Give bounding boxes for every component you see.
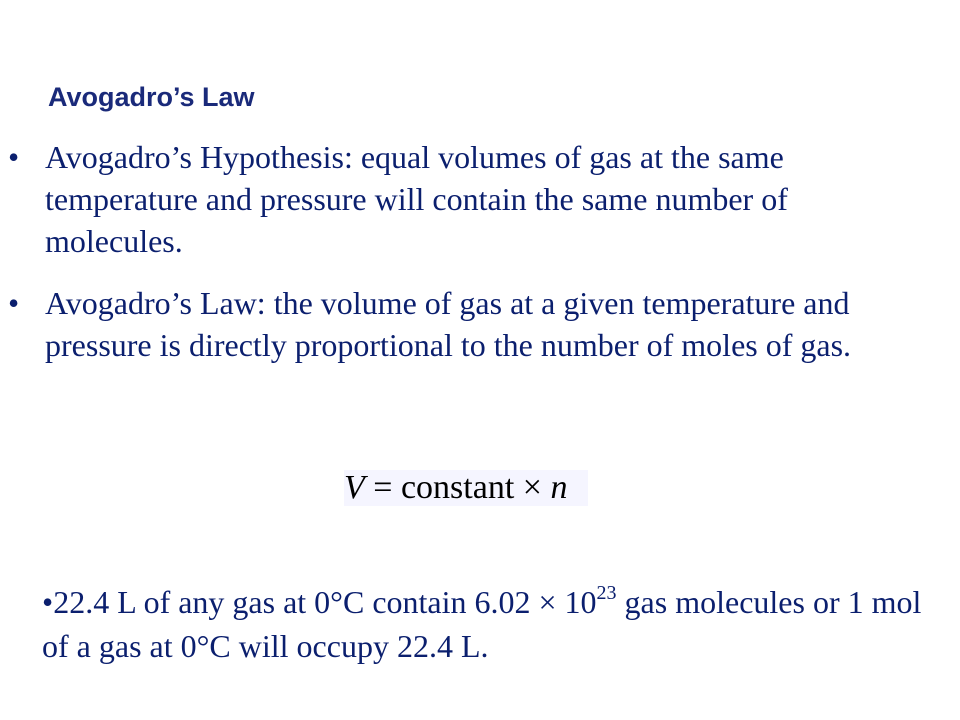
note-exponent: 23 — [596, 582, 617, 604]
bullet-hypothesis — [0, 136, 907, 262]
equation-volume-variable: V — [344, 469, 365, 506]
bullet-text: Avogadro’s Hypothesis: equal volumes of gas at the same temperature and pressure will contain the same number of molecules. — [45, 139, 788, 259]
bullet-list — [0, 136, 960, 386]
equation-equals: = — [364, 469, 401, 506]
slide-title: Avogadro’s Law — [48, 82, 255, 112]
equation-times: × — [514, 469, 551, 506]
bullet-marker: • — [8, 139, 20, 175]
bullet-text: Avogadro’s Law: the volume of gas at a given temperature and pressure is directly proportional to the number of moles of gas. — [45, 285, 852, 363]
note-text-part2: gas molecules or 1 mol of a gas at 0°C will occupy 22.4 L. — [42, 584, 922, 664]
equation-moles-variable: n — [550, 469, 568, 506]
equation-constant: constant — [400, 469, 515, 506]
equation — [344, 470, 588, 506]
molar-volume-note — [42, 580, 922, 668]
note-text-part1: 22.4 L of any gas at 0°C contain 6.02 × 10 — [53, 584, 597, 620]
note-marker: • — [42, 584, 54, 620]
bullet-marker: • — [8, 285, 20, 321]
bullet-law — [0, 282, 907, 366]
